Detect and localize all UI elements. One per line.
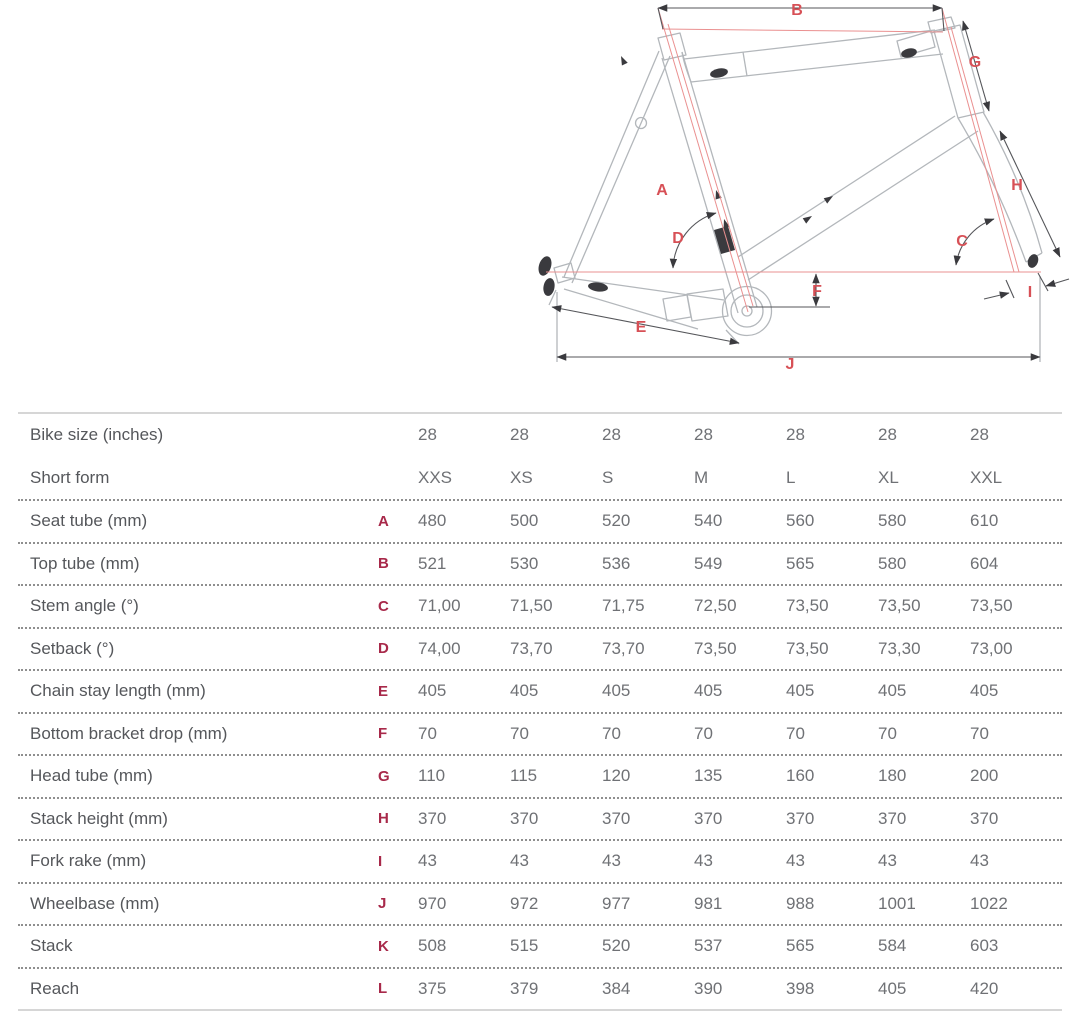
table-row [18,499,1062,542]
row-label: Reach [30,978,80,998]
label-D-setback: D [672,230,684,247]
dim-I-arrows [1046,279,1069,286]
table-row [18,669,1062,712]
cell-value: XXL [970,467,1003,487]
cell-value: 71,75 [602,596,645,616]
cell-value: 515 [510,936,539,956]
table-row [18,797,1062,840]
cell-value: 43 [694,851,713,871]
cable-port-top-tube [709,67,728,79]
row-letter: L [378,980,388,998]
row-letter: H [378,810,389,828]
cell-value: 390 [694,978,723,998]
row-letter: A [378,512,389,530]
cell-value: 420 [970,978,999,998]
cell-value: 981 [694,893,723,913]
row-letter: C [378,597,389,615]
cell-value: 520 [602,936,631,956]
cell-value: 580 [878,511,907,531]
seat-tube-axis-2 [668,24,753,306]
cell-value: 70 [694,723,713,743]
seat-stays [564,51,670,283]
derailleur-hanger [536,255,554,278]
cell-value: 370 [510,808,539,828]
extension-lines [549,276,1040,362]
cell-value: 384 [602,978,631,998]
cell-value: XXS [418,467,453,487]
row-letter: F [378,725,388,743]
cell-value: 70 [878,723,897,743]
bike-geometry-diagram [0,0,1080,405]
cell-value: 28 [786,425,805,445]
row-label: Stack height (mm) [30,808,168,828]
cell-value: 43 [970,851,989,871]
top-tube-ref-line [662,29,943,32]
cell-value: 972 [510,893,539,913]
row-label: Top tube (mm) [30,553,140,573]
cell-value: 520 [602,511,631,531]
cell-value: 28 [602,425,621,445]
cell-value: 405 [602,681,631,701]
cell-value: 120 [602,766,631,786]
geometry-svg [0,0,1080,405]
label-B-top-tube: B [791,2,803,19]
bb-circle-inner [731,295,763,327]
cell-value: 70 [418,723,437,743]
table-header-row [18,414,1062,457]
cell-value: 405 [878,681,907,701]
cell-value: XL [878,467,899,487]
row-label: Setback (°) [30,638,115,658]
cell-value: 73,70 [602,638,645,658]
label-E-chain-stay: E [635,319,647,336]
table-row [18,839,1062,882]
cell-value: 115 [510,766,538,786]
cell-value: 610 [970,511,999,531]
cell-value: 43 [786,851,805,871]
cell-value: 1022 [970,893,1008,913]
label-H-fork: H [1011,177,1023,194]
table-row [18,924,1062,967]
cell-value: 549 [694,553,723,573]
cell-value: 405 [694,681,723,701]
cell-value: 977 [602,893,631,913]
cell-value: 536 [602,553,631,573]
cell-value: 28 [510,425,529,445]
cell-value: 370 [418,808,447,828]
cell-value: 43 [418,851,437,871]
row-letter: B [378,555,389,573]
cell-value: 73,50 [786,638,829,658]
cell-value: 370 [878,808,907,828]
row-label: Seat tube (mm) [30,511,148,531]
cell-value: 28 [418,425,437,445]
cell-value: 70 [970,723,989,743]
row-letter: E [378,682,389,700]
frame-details [536,47,1040,297]
cell-value: 370 [694,808,723,828]
cell-value: 73,70 [510,638,553,658]
dim-I-arrows [984,293,1009,299]
cell-value: 500 [510,511,539,531]
cell-value: 379 [510,978,539,998]
cell-value: 370 [786,808,815,828]
dimension-lines [552,8,1069,357]
row-letter: J [378,895,387,913]
row-letter: K [378,937,389,955]
cell-value: 537 [694,936,723,956]
table-row [18,542,1062,585]
cell-value: 988 [786,893,815,913]
tube-arrow [618,55,628,66]
cell-value: XS [510,467,533,487]
cell-value: 70 [602,723,621,743]
steering-axis [942,8,1014,272]
cell-value: 160 [786,766,815,786]
row-letter: D [378,640,389,658]
cell-value: 73,00 [970,638,1013,658]
cell-value: 580 [878,553,907,573]
cell-value: 405 [418,681,447,701]
cell-value: 74,00 [418,638,461,658]
cell-value: 405 [970,681,999,701]
cell-value: 584 [878,936,907,956]
cell-value: 405 [878,978,907,998]
down-tube [738,116,978,280]
cell-value: 560 [786,511,815,531]
table-row [18,754,1062,797]
cell-value: S [602,467,614,487]
row-label: Fork rake (mm) [30,851,147,871]
cell-value: 200 [970,766,999,786]
fork [958,112,1042,262]
table-row [18,584,1062,627]
cell-value: 521 [418,553,447,573]
cell-value: 71,50 [510,596,553,616]
row-letter: G [378,767,390,785]
row-label: Short form [30,467,110,487]
cell-value: 70 [786,723,805,743]
tube-arrow [803,213,814,223]
geometry-table [18,412,1062,1011]
cell-value: M [694,467,709,487]
cell-value: 43 [510,851,529,871]
cell-value: 110 [418,766,446,786]
cell-value: 73,50 [878,596,921,616]
cell-value: 73,50 [694,638,737,658]
cell-value: 603 [970,936,999,956]
label-C-stem-angle: C [956,233,968,250]
cell-value: 28 [878,425,897,445]
label-J-wheelbase: J [785,356,795,373]
label-A-seat-tube: A [656,182,668,199]
reference-lines [546,8,1041,312]
cell-value: 970 [418,893,447,913]
cell-value: 180 [878,766,907,786]
label-F-bb-drop: F [812,283,822,300]
cell-value: 405 [510,681,539,701]
cell-value: 72,50 [694,596,737,616]
table-row [18,627,1062,670]
cell-value: 135 [694,766,723,786]
row-label: Chain stay length (mm) [30,681,206,701]
bb-circle-outer [723,287,772,336]
cell-value: 370 [602,808,631,828]
row-label: Wheelbase (mm) [30,893,160,913]
cell-value: 565 [786,936,815,956]
cell-value: 28 [694,425,713,445]
cell-value: 73,30 [878,638,921,658]
cell-value: 480 [418,511,447,531]
cell-value: 43 [878,851,897,871]
row-label: Stem angle (°) [30,596,139,616]
row-letter: I [378,852,383,870]
seat-tube-mount [714,226,735,254]
cell-value: 405 [786,681,815,701]
cell-value: 530 [510,553,539,573]
cell-value: 508 [418,936,447,956]
rear-dropout [554,263,575,283]
cell-value: 565 [786,553,815,573]
row-label: Stack [30,936,73,956]
row-label: Bottom bracket drop (mm) [30,723,228,743]
cell-value: L [786,467,796,487]
cell-value: 70 [510,723,529,743]
cell-value: 540 [694,511,723,531]
row-label: Head tube (mm) [30,766,153,786]
table-row [18,882,1062,925]
cell-value: 43 [602,851,621,871]
row-label: Bike size (inches) [30,425,164,445]
cell-value: 1001 [878,893,916,913]
cell-value: 28 [970,425,989,445]
table-row [18,967,1062,1010]
cell-value: 604 [970,553,999,573]
label-G-head-tube: G [968,54,982,71]
cell-value: 73,50 [970,596,1013,616]
cell-value: 370 [970,808,999,828]
crank-boxes [663,289,728,321]
cell-value: 71,00 [418,596,461,616]
cell-value: 73,50 [786,596,829,616]
dim-H [1000,131,1060,257]
cell-value: 375 [418,978,447,998]
label-I-fork-rake: I [1027,284,1033,301]
table-row [18,712,1062,755]
cell-value: 398 [786,978,815,998]
table-header-row [18,457,1062,500]
